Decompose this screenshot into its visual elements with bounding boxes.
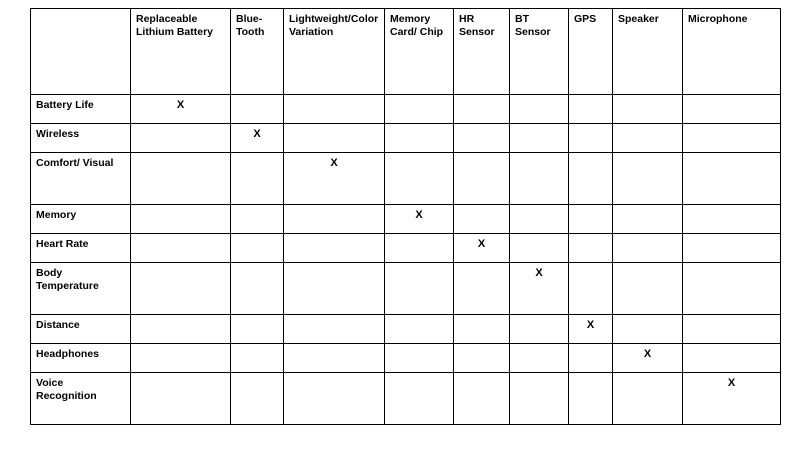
- cell-battery-life-speaker: [613, 95, 683, 124]
- cell-heart-rate-bluetooth: [231, 234, 284, 263]
- cell-headphones-gps: [569, 344, 613, 373]
- cell-memory-microphone: [683, 205, 781, 234]
- cell-heart-rate-lightweight: [284, 234, 385, 263]
- cell-battery-life-bt-sensor: [510, 95, 569, 124]
- cell-memory-bluetooth: [231, 205, 284, 234]
- cell-battery-life-lightweight: [284, 95, 385, 124]
- cell-wireless-speaker: [613, 124, 683, 153]
- row-label-body-temperature: Body Temperature: [31, 263, 131, 315]
- column-header-bt-sensor: BT Sensor: [510, 9, 569, 95]
- cell-heart-rate-hr-sensor: [454, 234, 510, 263]
- cell-distance-memory-card: [385, 315, 454, 344]
- cell-headphones-lightweight: [284, 344, 385, 373]
- row-label-voice-recognition: Voice Recognition: [31, 373, 131, 425]
- cell-voice-recognition-bt-sensor: [510, 373, 569, 425]
- cell-heart-rate-gps: [569, 234, 613, 263]
- mark-x: X: [415, 209, 423, 221]
- cell-heart-rate-speaker: [613, 234, 683, 263]
- cell-heart-rate-microphone: [683, 234, 781, 263]
- row-label-comfort-visual: Comfort/ Visual: [31, 153, 131, 205]
- cell-comfort-hr-sensor: [454, 153, 510, 205]
- cell-comfort-lightweight: [284, 153, 385, 205]
- table-header-row: [31, 9, 781, 95]
- cell-comfort-bt-sensor: [510, 153, 569, 205]
- cell-memory-speaker: [613, 205, 683, 234]
- cell-memory-gps: [569, 205, 613, 234]
- mark-x: X: [253, 128, 261, 140]
- mark-x: X: [586, 319, 595, 331]
- mark-x: X: [330, 157, 338, 169]
- column-header-memory-card-chip: Memory Card/ Chip: [385, 9, 454, 95]
- cell-voice-recognition-bluetooth: [231, 373, 284, 425]
- cell-wireless-gps: [569, 124, 613, 153]
- row-label-wireless: Wireless: [31, 124, 131, 153]
- cell-headphones-replaceable-lithium-battery: [131, 344, 231, 373]
- cell-voice-recognition-lightweight: [284, 373, 385, 425]
- cell-comfort-memory-card: [385, 153, 454, 205]
- column-header-hr-sensor: HR Sensor: [454, 9, 510, 95]
- cell-headphones-microphone: [683, 344, 781, 373]
- cell-body-temperature-memory-card: [385, 263, 454, 315]
- cell-wireless-bt-sensor: [510, 124, 569, 153]
- cell-voice-recognition-speaker: [613, 373, 683, 425]
- cell-voice-recognition-hr-sensor: [454, 373, 510, 425]
- cell-comfort-microphone: [683, 153, 781, 205]
- column-header-speaker: Speaker: [613, 9, 683, 95]
- cell-battery-life-hr-sensor: [454, 95, 510, 124]
- cell-wireless-bluetooth: [231, 124, 284, 153]
- cell-body-temperature-gps: [569, 263, 613, 315]
- cell-memory-memory-card: [385, 205, 454, 234]
- table-row: [31, 263, 781, 315]
- cell-headphones-hr-sensor: [454, 344, 510, 373]
- cell-body-temperature-microphone: [683, 263, 781, 315]
- cell-battery-life-bluetooth: [231, 95, 284, 124]
- cell-distance-bluetooth: [231, 315, 284, 344]
- cell-comfort-bluetooth: [231, 153, 284, 205]
- cell-memory-hr-sensor: [454, 205, 510, 234]
- cell-headphones-bluetooth: [231, 344, 284, 373]
- cell-voice-recognition-microphone: [683, 373, 781, 425]
- cell-distance-bt-sensor: [510, 315, 569, 344]
- cell-body-temperature-hr-sensor: [454, 263, 510, 315]
- cell-distance-microphone: [683, 315, 781, 344]
- column-header-replaceable-lithium-battery: Replaceable Lithium Battery: [131, 9, 231, 95]
- cell-battery-life-memory-card: [385, 95, 454, 124]
- cell-distance-replaceable-lithium-battery: [131, 315, 231, 344]
- cell-body-temperature-bt-sensor: [510, 263, 569, 315]
- mark-x: X: [477, 238, 486, 250]
- cell-wireless-replaceable-lithium-battery: [131, 124, 231, 153]
- cell-heart-rate-bt-sensor: [510, 234, 569, 263]
- table-row: [31, 124, 781, 153]
- table-row: [31, 315, 781, 344]
- cell-distance-hr-sensor: [454, 315, 510, 344]
- mark-x: X: [727, 377, 736, 389]
- cell-voice-recognition-memory-card: [385, 373, 454, 425]
- table-row: [31, 373, 781, 425]
- cell-voice-recognition-gps: [569, 373, 613, 425]
- cell-heart-rate-replaceable-lithium-battery: [131, 234, 231, 263]
- cell-battery-life-microphone: [683, 95, 781, 124]
- cell-comfort-speaker: [613, 153, 683, 205]
- cell-body-temperature-replaceable-lithium-battery: [131, 263, 231, 315]
- cell-wireless-memory-card: [385, 124, 454, 153]
- cell-comfort-replaceable-lithium-battery: [131, 153, 231, 205]
- table-row: [31, 205, 781, 234]
- table-row: [31, 95, 781, 124]
- cell-heart-rate-memory-card: [385, 234, 454, 263]
- column-header-bluetooth: Blue-Tooth: [231, 9, 284, 95]
- cell-body-temperature-lightweight: [284, 263, 385, 315]
- column-header-gps: GPS: [569, 9, 613, 95]
- mark-x: X: [643, 348, 652, 360]
- cell-headphones-speaker: [613, 344, 683, 373]
- mark-x: X: [535, 267, 543, 279]
- table-row: [31, 234, 781, 263]
- cell-wireless-lightweight: [284, 124, 385, 153]
- cell-memory-bt-sensor: [510, 205, 569, 234]
- row-label-battery-life: Battery Life: [31, 95, 131, 124]
- column-header-microphone: Microphone: [683, 9, 781, 95]
- cell-comfort-gps: [569, 153, 613, 205]
- cell-distance-speaker: [613, 315, 683, 344]
- table-body: [31, 95, 781, 425]
- cell-distance-gps: [569, 315, 613, 344]
- requirements-matrix-table: [30, 8, 781, 425]
- table-row: [31, 153, 781, 205]
- cell-wireless-hr-sensor: [454, 124, 510, 153]
- table-row: [31, 344, 781, 373]
- cell-memory-lightweight: [284, 205, 385, 234]
- column-header-lightweight-color-variation: Lightweight/Color Variation: [284, 9, 385, 95]
- cell-voice-recognition-replaceable-lithium-battery: [131, 373, 231, 425]
- row-label-heart-rate: Heart Rate: [31, 234, 131, 263]
- mark-x: X: [176, 99, 185, 111]
- cell-battery-life-replaceable-lithium-battery: [131, 95, 231, 124]
- row-label-headphones: Headphones: [31, 344, 131, 373]
- cell-memory-replaceable-lithium-battery: [131, 205, 231, 234]
- cell-body-temperature-bluetooth: [231, 263, 284, 315]
- matrix-corner-cell: [31, 9, 131, 95]
- row-label-distance: Distance: [31, 315, 131, 344]
- cell-body-temperature-speaker: [613, 263, 683, 315]
- requirements-matrix-container: [30, 8, 780, 425]
- cell-wireless-microphone: [683, 124, 781, 153]
- cell-headphones-bt-sensor: [510, 344, 569, 373]
- cell-distance-lightweight: [284, 315, 385, 344]
- cell-headphones-memory-card: [385, 344, 454, 373]
- cell-battery-life-gps: [569, 95, 613, 124]
- row-label-memory: Memory: [31, 205, 131, 234]
